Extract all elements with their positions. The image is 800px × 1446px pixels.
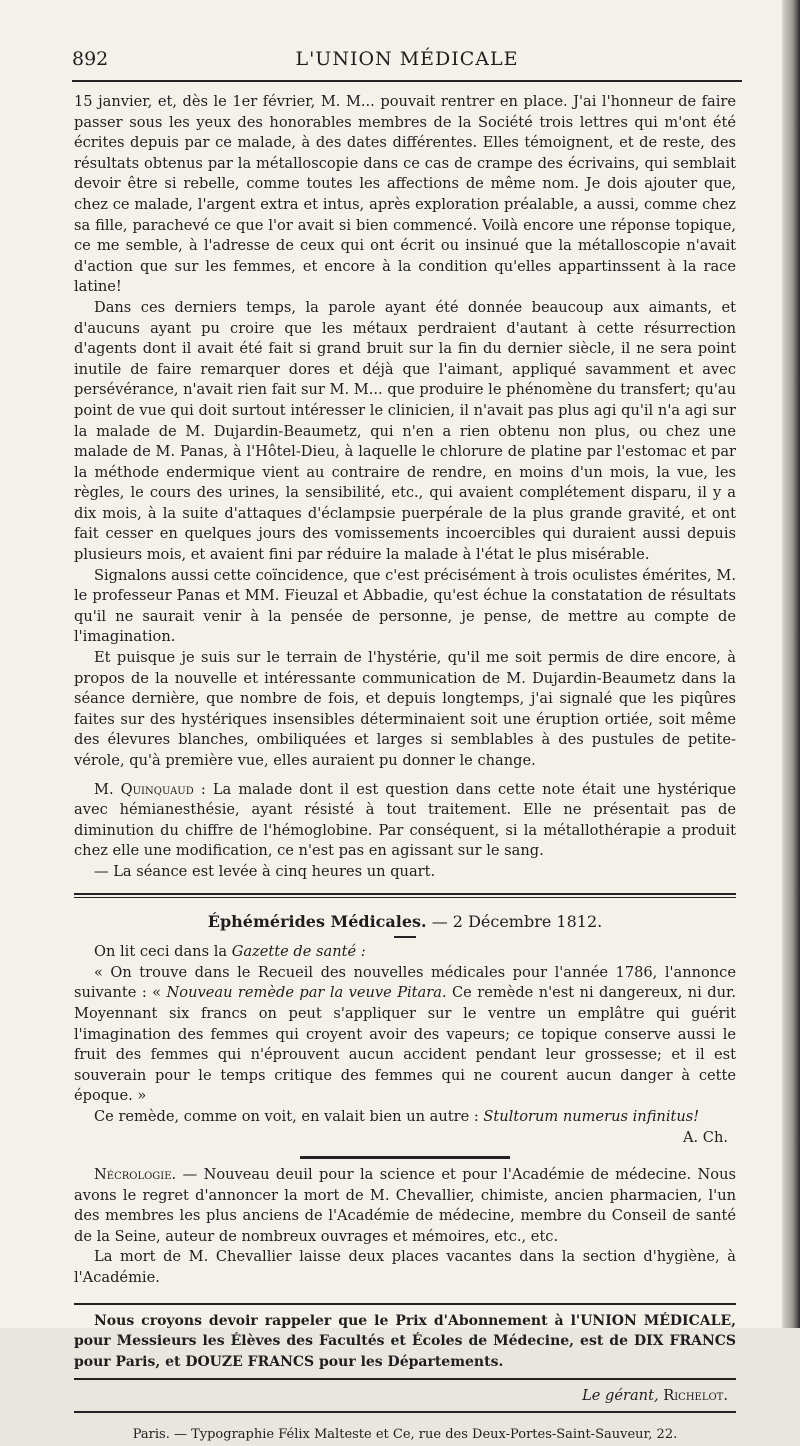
notice-text: Nous croyons devoir rappeler que le Prix d'Abonnement à l'UNION MÉDICALE, pour Messieurs les Élèves des Facultés et Écoles de Médecine, est de DIX FRANCS pour Paris, et DOUZE FRANCS pour les Départements. [74, 1312, 736, 1370]
quinquaud-remark [74, 780, 736, 862]
mid-rule [300, 1156, 510, 1159]
ephemerides-title: Éphémérides Médicales. [207, 911, 427, 931]
article-body [74, 92, 736, 1446]
paragraph: Et puisque je suis sur le terrain de l'hystérie, qu'il me soit permis de dire encore, à propos de la nouvelle et intéressante communication de M. Dujardin-Beaumetz dans la séance dernière, que nombre de fois, et depuis longtemps, j'ai signalé que les piqûres faites sur des hystériques insensibles déterminaient soit une éruption ortiée, soit même des élevures blanches, ombiliquées et larges si semblables à des pustules de petite-vérole, qu'à première vue, elles auraient pu donner le change. [74, 649, 736, 769]
page-number: 892 [72, 48, 109, 70]
quote-start: « On trouve dans le Recueil des nouvelles médicales pour l'année 1786, l'annonce suivante : « [74, 963, 736, 1002]
latin-phrase: Stultorum numerus infinitus! [483, 1107, 700, 1125]
intro-text: On lit ceci dans la [94, 943, 232, 961]
footer-rule [74, 1411, 736, 1413]
quote-italic: Nouveau remède par la veuve Pitara. [166, 984, 447, 1002]
ephemerides-remark [74, 1107, 736, 1128]
necrologie-second: La mort de M. Chevallier laisse deux places vacantes dans la section d'hygiène, à l'Académie. [74, 1248, 736, 1287]
header-rule [72, 80, 742, 82]
ephemerides-heading [74, 912, 736, 933]
ephemerides-intro [74, 942, 736, 963]
page-header [72, 46, 742, 74]
section-divider [74, 893, 736, 898]
remark-text: Ce remède, comme on voit, en valait bien un autre : [94, 1107, 484, 1125]
necrologie-label: Nécrologie. [94, 1166, 177, 1184]
gerant-label: Le gérant, [582, 1387, 659, 1405]
gerant-name: Richelot. [658, 1387, 728, 1405]
necrologie [74, 1165, 736, 1247]
subscription-notice [74, 1311, 736, 1373]
paragraph: Dans ces derniers temps, la parole ayant été donnée beaucoup aux aimants, et d'aucuns ayant pu croire que les métaux perdraient d'autant à cette résurrection d'agents dont il avait été fait si grand bruit sur la fin du dernier siècle, il ne sera point inutile de faire remarquer dores et déjà que l'aimant, appliqué savamment et avec persévérance, n'avait rien fait sur M. M... que produire le phénomène du transfert; qu'au point de vue qui doit surtout intéresser le clinicien, il n'avait pas plus agi qu'il n'a agi sur la malade de M. Dujardin-Beaumetz, qui n'en a rien obtenu non plus, ou chez une malade de M. Panas, à l'Hôtel-Dieu, à laquelle le chlorure de platine par l'estomac et par la méthode endermique vient au contraire de rendre, en moins d'un mois, la vue, les règles, le cours des urines, la sensibilité, etc., qui avaient complétement disparu, il y a dix mois, à la suite d'attaques d'éclampsie puerpérale de la plus grande gravité, et ont fait cesser en quelques jours des vomissements incoercibles qui duraient aussi depuis plusieurs mois, et avaient fini par réduire la malade à l'état le plus misérable. [74, 298, 736, 564]
ephemerides-signature: A. Ch. [682, 1128, 728, 1146]
printer-imprint: Paris. — Typographie Félix Malteste et Ce, rue des Deux-Portes-Saint-Sauveur, 22. [132, 1427, 678, 1443]
notice-top-rule [74, 1303, 736, 1305]
paragraph: Signalons aussi cette coïncidence, que c'est précisément à trois oculistes émérites, M. le professeur Panas et MM. Fieuzal et Abbadie, qu'est échue la constatation de résultats qu'il ne saurait venir à la pensée de personne, je pense, de mettre au compte de l'imagination. [74, 566, 736, 646]
ephemerides-quote [74, 963, 736, 1107]
gerant-line [74, 1386, 736, 1407]
page-binding-edge [782, 0, 800, 1328]
speaker-text: : La malade dont il est question dans cette note était une hystérique avec hémianesthésie, ayant résisté à tout traitement. Elle ne présentait pas de diminution du chiffre de l'hémoglobine. Par conséquent, si la métallothérapie a produit chez elle une modification, ce n'est pas en agissant sur le sang. [74, 780, 736, 860]
short-rule [394, 936, 416, 938]
necrologie-text: — Nouveau deuil pour la science et pour l'Académie de médecine. Nous avons le regret d'annoncer la mort de M. Chevallier, chimiste, ancien pharmacien, l'un des membres les plus anciens de l'Académie de médecine, membre du Conseil de santé de la Seine, auteur de nombreux ouvrages et mémoires, etc., etc. [74, 1166, 736, 1245]
speaker-name: M. Quinquaud [94, 780, 194, 798]
gazette-title: Gazette de santé : [231, 943, 366, 961]
quote-rest: Ce remède n'est ni dangereux, ni dur. Moyennant six francs on peut s'appliquer sur le ventre un emplâtre qui guérit l'imagination des femmes qui croyent avoir des vapeurs; ce topique conserve aussi le fruit des femmes qui n'éprouvent aucun accident pendant leur grossesse; et il est souverain pour le temps critique des femmes qui ne courent aucun danger à cette époque. » [74, 984, 736, 1105]
notice-bottom-rule [74, 1378, 736, 1380]
journal-title: L'UNION MÉDICALE [295, 48, 519, 70]
session-closing: — La séance est levée à cinq heures un quart. [94, 862, 436, 880]
ephemerides-date: — 2 Décembre 1812. [426, 911, 603, 931]
paragraph: 15 janvier, et, dès le 1er février, M. M... pouvait rentrer en place. J'ai l'honneur de faire passer sous les yeux des honorables membres de la Société trois lettres qui m'ont été écrites depuis par ce malade, à des dates différentes. Elles témoignent, et de reste, des résultats obtenus par la métalloscopie dans ce cas de crampe des écrivains, qui semblait devoir être si rebelle, comme toutes les affections de même nom. Je dois ajouter que, chez ce malade, l'argent extra et intus, après exploration préalable, a aussi, comme chez sa fille, parachevé ce que l'or avait si bien commencé. Voilà encore une réponse topique, ce me semble, à l'adresse de ceux qui ont écrit ou insinué que la métalloscopie n'avait d'action que sur les femmes, et encore à la condition qu'elles appartinssent à la race latine! [74, 93, 736, 296]
